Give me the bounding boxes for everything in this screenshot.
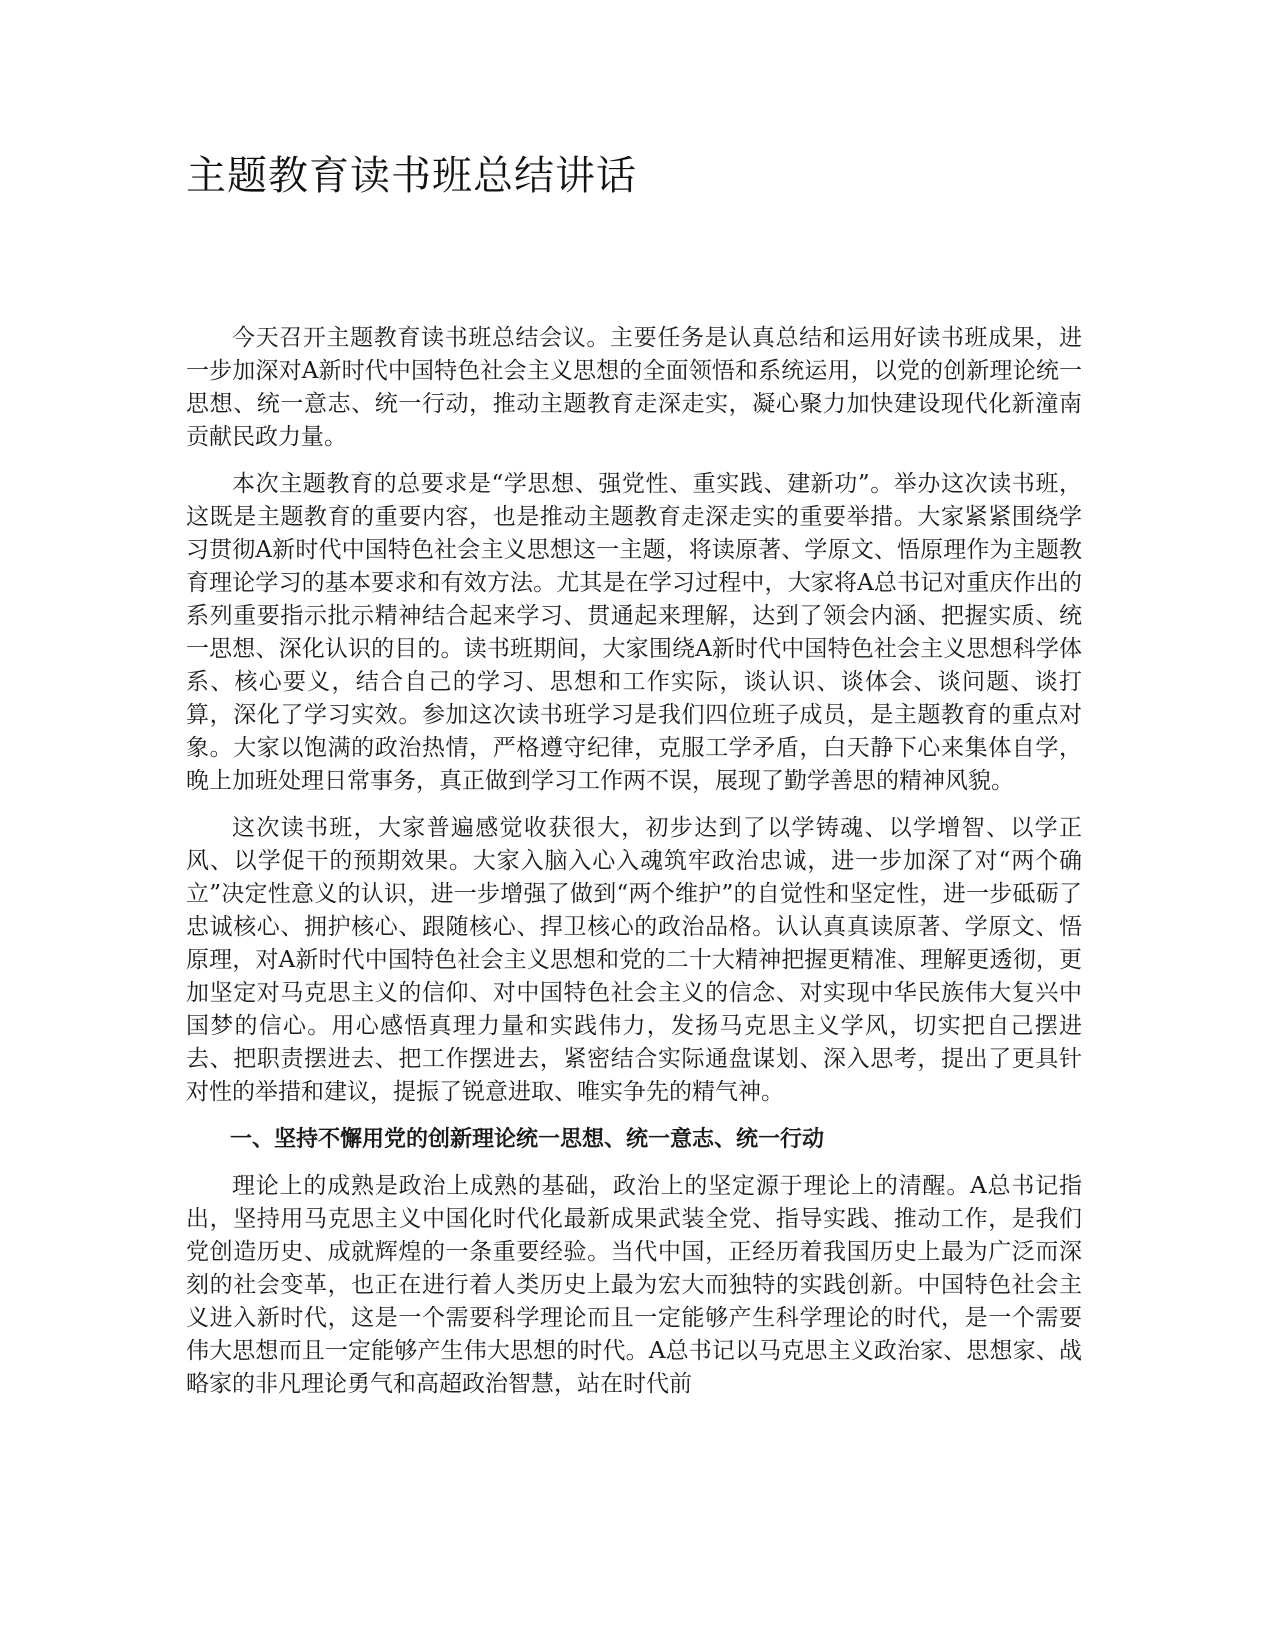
paragraph-achievements: 这次读书班，大家普遍感觉收获很大，初步达到了以学铸魂、以学增智、以学正风、以学促干的预期效果。大家入脑入心入魂筑牢政治忠诚，进一步加深了对“两个确立”决定性意义的认识，进一步增强了做到“两个维护”的自觉性和坚定性，进一步砥砺了忠诚核心、拥护核心、跟随核心、捍卫核心的政治品格。认认真真读原著、学原文、悟原理，对A新时代中国特色社会主义思想和党的二十大精神把握更精准、理解更透彻，更加坚定对马克思主义的信仰、对中国特色社会主义的信念、对实现中华民族伟大复兴中国梦的信心。用心感悟真理力量和实践伟力，发扬马克思主义学风，切实把自己摆进去、把职责摆进去、把工作摆进去，紧密结合实际通盘谋划、深入思考，提出了更具针对性的举措和建议，提振了锐意进取、唯实争先的精气神。 (186, 815, 1082, 1105)
paragraph-theory: 理论上的成熟是政治上成熟的基础，政治上的坚定源于理论上的清醒。A总书记指出，坚持用马克思主义中国化时代化最新成果武装全党、指导实践、推动工作，是我们党创造历史、成就辉煌的一条重要经验。当代中国，正经历着我国历史上最为广泛而深刻的社会变革，也正在进行着人类历史上最为宏大而独特的实践创新。中国特色社会主义进入新时代，这是一个需要科学理论而且一定能够产生科学理论的时代，是一个需要伟大思想而且一定能够产生伟大思想的时代。A总书记以马克思主义政治家、思想家、战略家的非凡理论勇气和高超政治智慧，站在时代前 (186, 1173, 1082, 1397)
paragraph-intro: 今天召开主题教育读书班总结会议。主要任务是认真总结和运用好读书班成果，进一步加深对A新时代中国特色社会主义思想的全面领悟和系统运用，以党的创新理论统一思想、统一意志、统一行动，推动主题教育走深走实，凝心聚力加快建设现代化新潼南贡献民政力量。 (186, 325, 1082, 450)
document-body (186, 322, 1082, 1415)
document-title: 主题教育读书班总结讲话 (186, 153, 637, 199)
section-heading: 一、坚持不懈用党的创新理论统一思想、统一意志、统一行动 (230, 1127, 825, 1152)
paragraph-requirements: 本次主题教育的总要求是“学思想、强党性、重实践、建新功”。举办这次读书班，这既是主题教育的重要内容，也是推动主题教育走深走实的重要举措。大家紧紧围绕学习贯彻A新时代中国特色社会主义思想这一主题，将读原著、学原文、悟原理作为主题教育理论学习的基本要求和有效方法。尤其是在学习过程中，大家将A总书记对重庆作出的系列重要指示批示精神结合起来学习、贯通起来理解，达到了领会内涵、把握实质、统一思想、深化认识的目的。读书班期间，大家围绕A新时代中国特色社会主义思想科学体系、核心要义，结合自己的学习、思想和工作实际，谈认识、谈体会、谈问题、谈打算，深化了学习实效。参加这次读书班学习是我们四位班子成员，是主题教育的重点对象。大家以饱满的政治热情，严格遵守纪律，克服工学矛盾，白天静下心来集体自学，晚上加班处理日常事务，真正做到学习工作两不误，展现了勤学善思的精神风貌。 (186, 471, 1082, 794)
